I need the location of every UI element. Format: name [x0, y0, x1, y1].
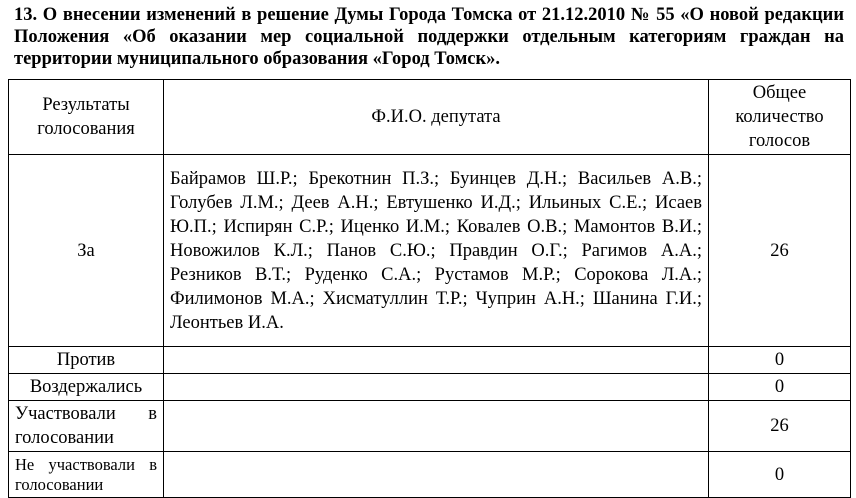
table-row-abstained	[9, 374, 851, 401]
table-row-participated	[9, 401, 851, 452]
table-header-row	[9, 80, 851, 155]
voting-results-table	[8, 79, 851, 498]
vote-count: 0	[709, 452, 851, 498]
row-label: Воздержались	[9, 374, 164, 401]
resolution-heading: 13. О внесении изменений в решение Думы Города Томска от 21.12.2010 № 55 «О новой редакции Положения «Об оказании мер социальной поддержки отдельным категориям граждан на территории муниципального образования «Город Томск».	[14, 5, 844, 69]
row-label: За	[9, 155, 164, 347]
header-result: Результаты голосования	[9, 80, 164, 155]
header-total: Общее количество голосов	[709, 80, 851, 155]
table-row-against	[9, 347, 851, 374]
deputy-names	[164, 452, 709, 498]
row-label: Участвовали в голосовании	[9, 401, 164, 452]
vote-count: 26	[709, 155, 851, 347]
vote-count: 0	[709, 374, 851, 401]
vote-count: 26	[709, 401, 851, 452]
table-row-not-participated	[9, 452, 851, 498]
table-row-for	[9, 155, 851, 347]
deputy-names: Байрамов Ш.Р.; Брекотнин П.З.; Буинцев Д.Н.; Васильев А.В.; Голубев Л.М.; Деев А.Н.; Евтушенко И.Д.; Ильиных С.Е.; Исаев Ю.П.; Испирян С.Р.; Иценко И.М.; Ковалев О.В.; Мамонтов В.И.; Новожилов К.Л.; Панов С.Ю.; Правдин О.Г.; Рагимов А.А.; Резников В.Т.; Руденко С.А.; Рустамов М.Р.; Сорокова Л.А.; Филимонов М.А.; Хисматуллин Т.Р.; Чуприн А.Н.; Шанина Г.И.; Леонтьев И.А.	[164, 155, 709, 347]
vote-count: 0	[709, 347, 851, 374]
row-label: Не участвовали в голосовании	[9, 452, 164, 498]
deputy-names	[164, 401, 709, 452]
row-label: Против	[9, 347, 164, 374]
header-deputy: Ф.И.О. депутата	[164, 80, 709, 155]
deputy-names	[164, 374, 709, 401]
deputy-names	[164, 347, 709, 374]
